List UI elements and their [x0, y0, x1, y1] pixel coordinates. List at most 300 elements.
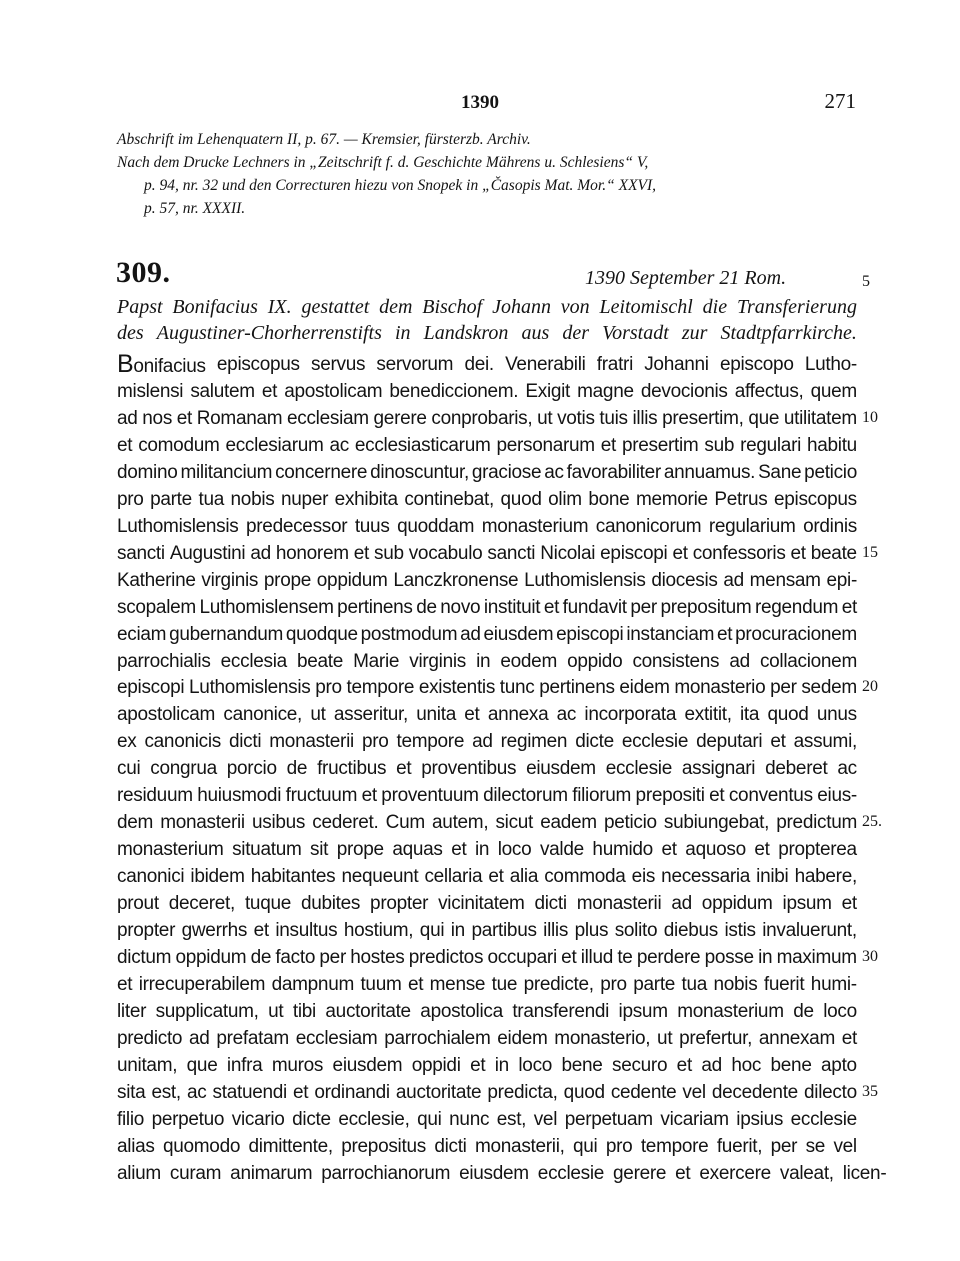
word: eiusdem	[483, 623, 554, 645]
word: supplicatum,	[155, 1000, 259, 1022]
text-line	[117, 378, 857, 405]
word: et	[841, 893, 857, 914]
word: irrecuperabilem	[138, 973, 266, 995]
word: pro	[315, 677, 342, 699]
word: peticio	[603, 812, 657, 834]
word: assignari	[681, 758, 756, 780]
word: tempore	[346, 677, 415, 699]
word: Marie	[353, 650, 400, 672]
word: IX.	[267, 296, 292, 318]
word: liter	[117, 1000, 147, 1022]
word: et	[261, 380, 278, 402]
word: pro	[117, 488, 144, 510]
word: est,	[496, 1108, 527, 1130]
word: presertim	[621, 434, 699, 456]
word: regulari	[740, 434, 802, 456]
word: propterea	[778, 839, 857, 861]
word: mislensi	[117, 380, 184, 402]
word: prout	[117, 893, 159, 914]
word: Luthomislensis	[524, 569, 646, 591]
word: insultus	[275, 919, 338, 941]
word: gestattet	[301, 296, 370, 318]
word: ecclesiam	[295, 1027, 378, 1049]
word: sit	[310, 839, 329, 861]
word: predicte,	[523, 973, 594, 995]
word: que	[186, 1054, 218, 1076]
word: instanciam	[626, 623, 715, 645]
word: fructibus	[317, 758, 387, 780]
word: qui	[419, 919, 445, 941]
word: et	[675, 1162, 700, 1184]
word: mensam	[749, 569, 821, 591]
word: Bonifacius	[117, 350, 206, 378]
word: et	[464, 704, 480, 726]
word: scopalem	[117, 596, 196, 618]
word: Transferierung	[736, 296, 857, 318]
word: predictos	[408, 946, 484, 968]
word: et	[117, 434, 133, 456]
text-line	[117, 890, 857, 917]
word: Lutho-	[804, 354, 857, 375]
word: domino	[117, 461, 178, 483]
word: collacionem	[759, 650, 857, 672]
word: inibi	[756, 866, 789, 887]
text-line	[117, 809, 857, 836]
word: auctoritate	[395, 1081, 482, 1103]
word: quod	[767, 704, 809, 726]
word: ordinandi	[314, 1081, 390, 1103]
word: animarum	[230, 1162, 322, 1184]
word: humi-	[810, 973, 857, 995]
word: Leitomischl	[599, 296, 693, 318]
word: ac	[837, 758, 857, 780]
word: annuamus.	[663, 461, 756, 483]
text-line	[117, 944, 857, 971]
word: prope	[336, 839, 384, 861]
word: prope	[263, 569, 312, 591]
word: ac	[544, 461, 564, 483]
word: Exigit	[525, 380, 571, 402]
word: der	[562, 322, 590, 344]
word: incorporata	[584, 704, 677, 726]
word: et	[672, 542, 688, 564]
word: eiusdem	[459, 1162, 538, 1184]
word: curam	[169, 1162, 231, 1184]
word: comodum	[138, 434, 220, 456]
word: unitam,	[117, 1054, 178, 1076]
word: bene	[770, 1054, 812, 1076]
word: Landskron	[423, 322, 509, 344]
word: sedem	[801, 677, 857, 699]
word: illud	[580, 946, 614, 968]
word: pro	[605, 1135, 633, 1157]
word: memorie	[635, 488, 708, 510]
word: pertinens	[337, 596, 413, 618]
word: Cum	[385, 812, 425, 834]
margin-line-number: 20	[862, 678, 878, 696]
word: et	[600, 434, 617, 456]
word: de	[793, 1000, 814, 1022]
margin-line-number: 30	[862, 947, 878, 965]
word: dicti	[534, 893, 567, 914]
word: tibi	[292, 1000, 316, 1022]
word: monasterium	[117, 839, 224, 861]
word: de	[286, 758, 308, 780]
word: muros	[271, 1054, 324, 1076]
word: perpetuam	[564, 1108, 653, 1130]
document-summary-line	[117, 320, 857, 346]
text-line	[117, 405, 857, 432]
margin-line-number: 25.	[862, 813, 882, 831]
header-year: 1390	[461, 92, 499, 113]
word: dicti	[228, 731, 262, 753]
word: prefatam	[216, 1027, 289, 1049]
word: ipsum	[618, 1000, 668, 1022]
word: von	[560, 296, 590, 318]
word: predecessor	[246, 515, 348, 537]
text-line	[117, 1079, 857, 1106]
word: confessoris	[692, 542, 786, 564]
word: valde	[539, 839, 584, 861]
word: regularium	[708, 515, 796, 537]
word: honorem	[275, 542, 349, 564]
text-line	[117, 486, 857, 513]
word: quoddam	[397, 515, 475, 537]
word: conprobaris,	[431, 407, 533, 429]
word: et	[353, 542, 369, 564]
word: ex	[117, 731, 137, 753]
word: dicte	[575, 731, 614, 753]
word: solito	[614, 919, 658, 941]
word: usibus	[252, 812, 306, 834]
word: auctoritate	[325, 1000, 411, 1022]
word: monasterio,	[554, 1027, 651, 1049]
word: aquas	[392, 839, 443, 861]
word: Bischof	[422, 296, 483, 318]
word: vicariam	[660, 1108, 729, 1130]
word: illis	[632, 407, 658, 429]
word: assumi,	[793, 731, 857, 753]
word: ad	[250, 542, 271, 564]
word: alium	[117, 1162, 170, 1184]
word: monasterii,	[475, 1135, 565, 1157]
word: et	[676, 1054, 692, 1076]
word: et	[396, 758, 412, 780]
text-line	[117, 351, 857, 378]
word: diocesis	[651, 569, 718, 591]
word: proventuum	[381, 785, 479, 807]
word: ecclesie	[537, 1162, 614, 1184]
word: predicta,	[487, 1081, 558, 1103]
word: presertim,	[662, 407, 744, 429]
word: et	[293, 1081, 309, 1103]
word: oppidum	[701, 893, 773, 914]
word: eodem	[500, 650, 557, 672]
word: dampnum	[271, 973, 354, 995]
word: ut	[537, 407, 553, 429]
word: regimen	[500, 731, 568, 753]
text-line	[117, 648, 857, 675]
word: per	[770, 677, 797, 699]
word: fuerit,	[716, 1135, 763, 1157]
word: ut	[310, 704, 326, 726]
word: monasterium	[481, 515, 589, 537]
word: militancium	[180, 461, 273, 483]
word: parrochianorum	[321, 1162, 460, 1184]
word: maximum	[776, 946, 857, 968]
word: ecclesie,	[338, 1108, 410, 1130]
word: vocabulo	[408, 542, 483, 564]
word: servorum	[376, 354, 454, 375]
margin-line-number: 5	[862, 273, 870, 290]
word: ad	[472, 731, 493, 753]
word: monasterii	[576, 893, 662, 914]
word: in	[450, 919, 465, 941]
word: ad	[188, 1027, 210, 1049]
word: prepositum	[660, 596, 752, 618]
word: eis	[631, 866, 656, 887]
word: virginis	[201, 569, 259, 591]
word: annexam	[758, 1027, 835, 1049]
word: ecclesiasticarum	[354, 434, 491, 456]
word: des	[117, 322, 144, 344]
word: benediccionem.	[389, 380, 519, 402]
word: tue	[491, 973, 518, 995]
word: cedente	[610, 1081, 677, 1103]
word: que	[748, 407, 780, 429]
word: per	[630, 596, 657, 618]
word: pro	[600, 973, 627, 995]
word: hoc	[731, 1054, 762, 1076]
word: canonicorum	[595, 515, 702, 537]
word: consistens	[632, 650, 720, 672]
word: alia	[509, 866, 539, 887]
word: exercere	[699, 1162, 780, 1184]
word: ecclesiam	[287, 407, 369, 429]
word: et	[790, 542, 806, 564]
word: instituit	[483, 596, 541, 618]
document-summary-line	[117, 294, 857, 320]
word: eius-	[817, 785, 857, 807]
word: ita	[740, 704, 760, 726]
word: beate	[297, 650, 344, 672]
word: extitit,	[684, 704, 732, 726]
word: oppidi	[411, 1054, 461, 1076]
word: cui	[117, 758, 141, 780]
word: statuendi	[212, 1081, 287, 1103]
word: facto	[275, 946, 316, 968]
word: sancti	[117, 542, 165, 564]
word: et	[470, 1054, 486, 1076]
word: nos	[142, 407, 173, 429]
word: Augustiner-Chorherrenstifts	[156, 322, 382, 344]
text-line	[117, 621, 857, 648]
word: eiusdem	[526, 758, 596, 780]
word: loco	[518, 1054, 553, 1076]
word: et	[661, 839, 677, 861]
word: parrochialem	[384, 1027, 491, 1049]
word: dinoscuntur,	[370, 461, 469, 483]
word: ipsius	[736, 1108, 784, 1130]
word: et	[117, 973, 133, 995]
text-line	[117, 998, 857, 1025]
word: se	[805, 1135, 826, 1157]
word: gerere	[613, 1162, 676, 1184]
word: Augustini	[169, 542, 246, 564]
word: filiorum	[572, 785, 632, 807]
word: propter	[117, 919, 176, 941]
word: qui	[573, 1135, 598, 1157]
text-line	[117, 567, 857, 594]
word: habitu	[806, 434, 857, 456]
word: ut	[268, 1000, 284, 1022]
text-line	[117, 540, 857, 567]
word: et	[709, 785, 725, 807]
word: gwerrhs	[181, 919, 248, 941]
word: ecclesie	[621, 731, 689, 753]
word: ad	[723, 569, 744, 591]
text-line	[117, 1052, 857, 1079]
word: in	[758, 946, 773, 968]
word: gerere	[373, 407, 427, 429]
word: eidem	[619, 677, 670, 699]
word: monasterii	[160, 812, 245, 834]
word: Romanam	[196, 407, 283, 429]
word: quodque	[285, 623, 358, 645]
word: salutem	[190, 380, 255, 402]
word: fratri	[596, 354, 633, 375]
word: parrochialis	[117, 650, 211, 672]
word: unus	[816, 704, 857, 726]
word: apto	[821, 1054, 857, 1076]
word: continebat,	[404, 488, 494, 510]
word: dictum	[117, 946, 172, 968]
word: invaluerunt,	[762, 919, 857, 941]
word: Johann	[492, 296, 551, 318]
text-line	[117, 728, 857, 755]
word: procuracionem	[735, 623, 857, 645]
word: dimittente,	[248, 1135, 333, 1157]
word: ad	[671, 893, 692, 914]
word: oppidum	[316, 569, 388, 591]
text-line	[117, 1160, 887, 1187]
word: episcopus	[774, 488, 857, 510]
word: et	[407, 973, 424, 995]
word: cederet.	[312, 812, 379, 834]
word: hostes	[350, 946, 405, 968]
word: posse	[704, 946, 754, 968]
word: dem	[379, 296, 413, 318]
word: Luthomislensis	[117, 515, 239, 537]
word: situatum	[232, 839, 302, 861]
word: tempore	[396, 731, 465, 753]
word: decedente	[711, 1081, 798, 1103]
word: prepositus	[341, 1135, 426, 1157]
word: habere,	[794, 866, 857, 887]
word: Stadtpfarrkirche.	[720, 322, 857, 344]
text-line	[117, 594, 857, 621]
word: existentis	[418, 677, 496, 699]
word: pertinens	[539, 677, 615, 699]
word: dilecto	[804, 1081, 857, 1103]
word: et	[543, 596, 560, 618]
word: canonici	[117, 866, 185, 887]
word: novo	[440, 596, 481, 618]
word: residuum	[117, 785, 193, 807]
word: vicinitatem	[438, 893, 525, 914]
word: est,	[151, 1081, 181, 1103]
word: qui	[417, 1108, 442, 1130]
word: exhibita	[334, 488, 398, 510]
word: prefertur,	[679, 1027, 753, 1049]
text-line	[117, 863, 857, 890]
word: sub	[374, 542, 404, 564]
word: servus	[311, 354, 366, 375]
word: devocionis	[640, 380, 728, 402]
word: dem	[117, 812, 154, 834]
word: votis	[557, 407, 595, 429]
word: tuque	[244, 893, 291, 914]
word: te	[617, 946, 633, 968]
margin-line-number: 10	[862, 408, 878, 426]
word: oppidum	[175, 946, 247, 968]
word: necessaria	[661, 866, 751, 887]
word: loco	[823, 1000, 857, 1022]
word: vel	[833, 1135, 857, 1157]
word: episcopi	[556, 623, 624, 645]
word: apostolica	[420, 1000, 503, 1022]
word: annexa	[487, 704, 549, 726]
word: et	[717, 623, 733, 645]
word: licen-	[842, 1162, 887, 1184]
word: unita	[416, 704, 456, 726]
word: propter	[370, 893, 429, 914]
word: gubernandum	[169, 623, 284, 645]
word: et	[361, 785, 377, 807]
word: canonice,	[223, 704, 303, 726]
word: porcio	[226, 758, 277, 780]
word: ordinis	[803, 515, 857, 537]
word: dei.	[464, 354, 494, 375]
word: parte	[150, 488, 192, 510]
word: quem	[810, 380, 857, 402]
word: et	[176, 407, 192, 429]
word: ecclesiarum	[225, 434, 324, 456]
word: humido	[592, 839, 653, 861]
word: in	[476, 650, 491, 672]
word: predictum	[776, 812, 857, 834]
word: istis	[724, 919, 756, 941]
word: hostium,	[343, 919, 414, 941]
word: securo	[612, 1054, 668, 1076]
word: infra	[226, 1054, 263, 1076]
word: bone	[588, 488, 630, 510]
word: Katherine	[117, 569, 196, 591]
document-number: 309.	[116, 256, 171, 289]
word: regendum	[754, 596, 839, 618]
word: ac	[186, 1081, 207, 1103]
word: et	[841, 1027, 857, 1049]
word: graciose	[471, 461, 542, 483]
word: zur	[681, 322, 708, 344]
word: et	[754, 839, 770, 861]
word: Venerabili	[505, 354, 586, 375]
word: episcopi	[600, 542, 668, 564]
text-line	[117, 459, 857, 486]
word: eidem	[497, 1027, 548, 1049]
word: olim	[548, 488, 582, 510]
word: tunc	[499, 677, 535, 699]
